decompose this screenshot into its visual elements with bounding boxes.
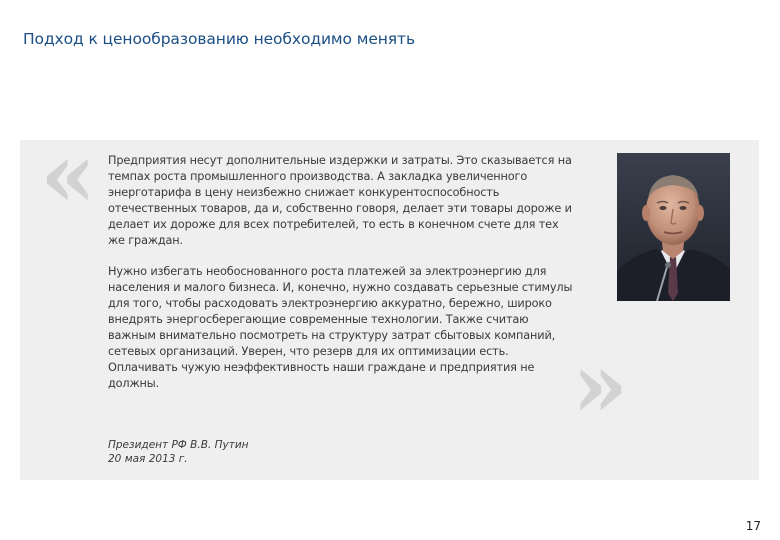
attribution-name: Президент РФ В.В. Путин	[108, 439, 249, 451]
page-number: 17	[745, 519, 761, 533]
speaker-portrait	[617, 153, 730, 301]
quote-text	[108, 153, 578, 392]
quote-paragraph-1: Предприятия несут дополнительные издержки и затраты. Это сказывается на темпах роста промышленного производства. А закладка увеличенного энерготарифа в цену неизбежно снижает конкурентоспособность отечественных товаров, да и, собственно говоря, делает эти товары дороже и делает их дороже для всех потребителей, то есть в конечном счете для тех же граждан.	[108, 154, 572, 248]
slide-title: Подход к ценообразованию необходимо менять	[23, 30, 415, 48]
close-quote-icon: »	[572, 332, 629, 438]
quote-paragraph-2: Нужно избегать необоснованного роста платежей за электроэнергию для населения и малого бизнеса. И, конечно, нужно создавать серьезные стимулы для того, чтобы расходовать электроэнергию аккуратно, бережно, широко внедрять энергосберегающие современные технологии. Также считаю важным внимательно посмотреть на структуру затрат сбытовых компаний, сетевых организаций. Уверен, что резерв для их оптимизации есть. Оплачивать чужую неэффективность наши граждане и предприятия не должны.	[108, 264, 573, 391]
open-quote-icon: «	[40, 122, 97, 228]
attribution	[108, 438, 249, 466]
attribution-date: 20 мая 2013 г.	[108, 453, 188, 465]
